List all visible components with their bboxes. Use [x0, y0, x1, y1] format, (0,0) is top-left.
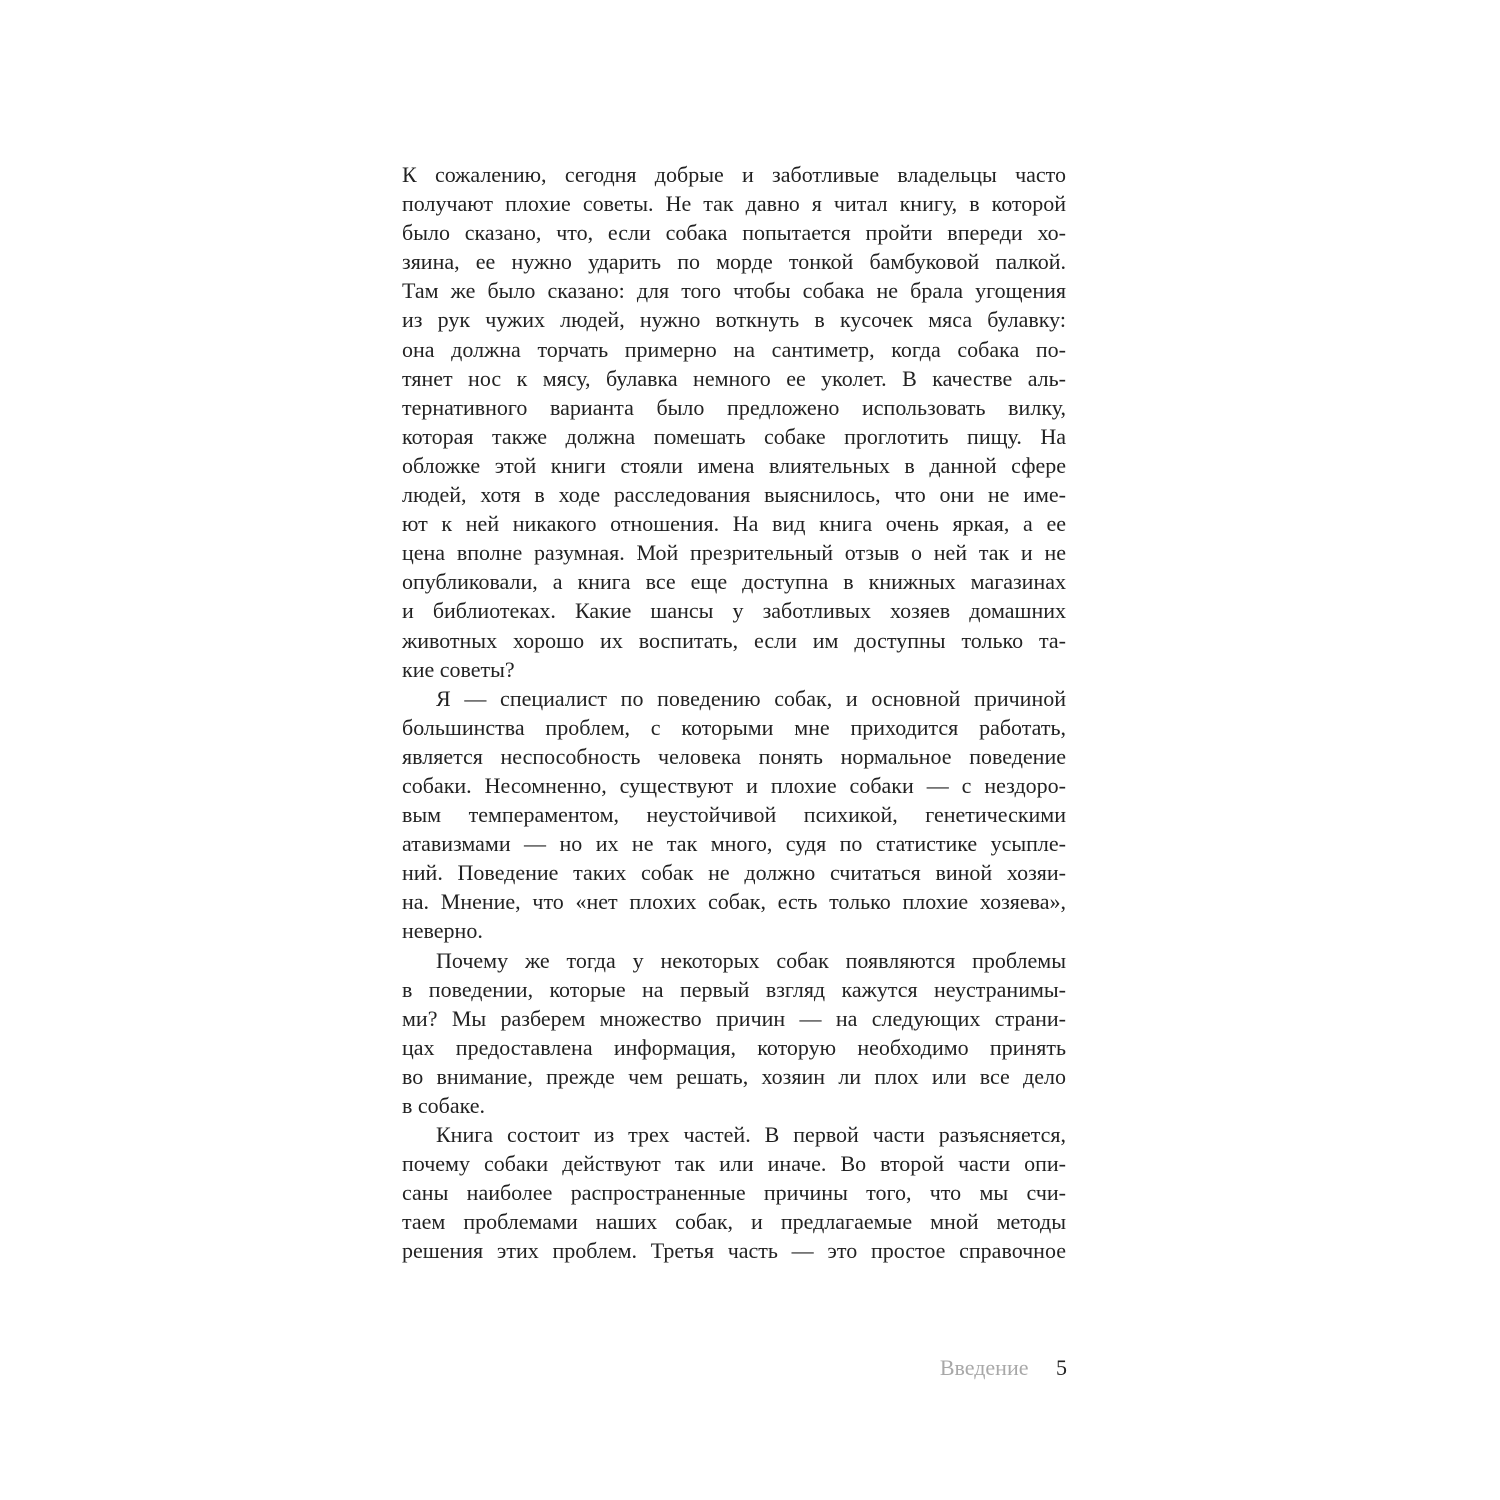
paragraph-3 [402, 946, 1066, 1121]
text-line: ют к ней никакого отношения. На вид книга очень яркая, а ее [402, 511, 1066, 537]
text-line: которая также должна помешать собаке проглотить пищу. На [402, 423, 1066, 449]
text-line: Книга состоит из трех частей. В первой части разъясняется, [436, 1122, 1066, 1148]
text-line: на. Мнение, что «нет плохих собак, есть только плохие хозяева», [402, 889, 1066, 915]
text-line: цах предоставлена информация, которую необходимо принять [402, 1034, 1066, 1060]
text-line: саны наиболее распространенные причины того, что мы счи- [402, 1180, 1066, 1206]
text-line: большинства проблем, с которыми мне приходится работать, [402, 714, 1066, 740]
text-line: животных хорошо их воспитать, если им доступны только та- [402, 627, 1066, 653]
text-line: атавизмами — но их не так много, судя по статистике усыпле- [402, 831, 1066, 857]
page-number: 5 [1056, 1355, 1067, 1380]
text-line: почему собаки действуют так или иначе. Во второй части опи- [402, 1151, 1066, 1177]
paragraph-2 [402, 684, 1066, 946]
text-line: в поведении, которые на первый взгляд кажутся неустранимы- [402, 976, 1066, 1002]
text-line: Там же было сказано: для того чтобы собака не брала угощения [402, 278, 1066, 304]
text-line: является неспособность человека понять нормальное поведение [402, 743, 1066, 769]
text-line: ний. Поведение таких собак не должно считаться виной хозяи- [402, 860, 1066, 886]
paragraph-4 [402, 1120, 1066, 1265]
text-line: тянет нос к мясу, булавка немного ее уколет. В качестве аль- [402, 365, 1066, 391]
text-line: обложке этой книги стояли имена влиятельных в данной сфере [402, 452, 1066, 478]
text-line: во внимание, прежде чем решать, хозяин ли плох или все дело [402, 1063, 1066, 1089]
text-line: цена вполне разумная. Мой презрительный отзыв о ней так и не [402, 540, 1066, 566]
text-line: решения этих проблем. Третья часть — это простое справочное [402, 1238, 1066, 1264]
text-line: было сказано, что, если собака попытается пройти впереди хо- [402, 220, 1066, 246]
text-line: кие советы? [402, 656, 515, 682]
text-line: вым темпераментом, неустойчивой психикой, генетическими [402, 802, 1066, 828]
paragraph-1 [402, 160, 1066, 684]
body-text [402, 160, 1066, 1266]
text-line: таем проблемами наших собак, и предлагаемые мной методы [402, 1209, 1066, 1235]
text-line: Я — специалист по поведению собак, и основной причиной [436, 685, 1066, 711]
text-line: Почему же тогда у некоторых собак появляются проблемы [436, 947, 1066, 973]
text-line: собаки. Несомненно, существуют и плохие собаки — с нездоро- [402, 772, 1066, 798]
running-head: Введение [939, 1355, 1029, 1380]
text-line: опубликовали, а книга все еще доступна в книжных магазинах [402, 569, 1066, 595]
text-line: людей, хотя в ходе расследования выяснилось, что они не име- [402, 482, 1066, 508]
text-line: она должна торчать примерно на сантиметр, когда собака по- [402, 336, 1066, 362]
text-line: получают плохие советы. Не так давно я читал книгу, в которой [402, 191, 1066, 217]
text-line: тернативного варианта было предложено использовать вилку, [402, 394, 1066, 420]
text-line: и библиотеках. Какие шансы у заботливых хозяев домашних [402, 598, 1066, 624]
text-line: К сожалению, сегодня добрые и заботливые владельцы часто [402, 162, 1066, 187]
page-footer [940, 1353, 1067, 1383]
text-line: зяина, ее нужно ударить по морде тонкой бамбуковой палкой. [402, 249, 1066, 275]
text-line: из рук чужих людей, нужно воткнуть в кусочек мяса булавку: [402, 307, 1066, 333]
text-line: неверно. [402, 918, 483, 944]
text-line: ми? Мы разберем множество причин — на следующих страни- [402, 1005, 1066, 1031]
text-line: в собаке. [402, 1093, 486, 1118]
